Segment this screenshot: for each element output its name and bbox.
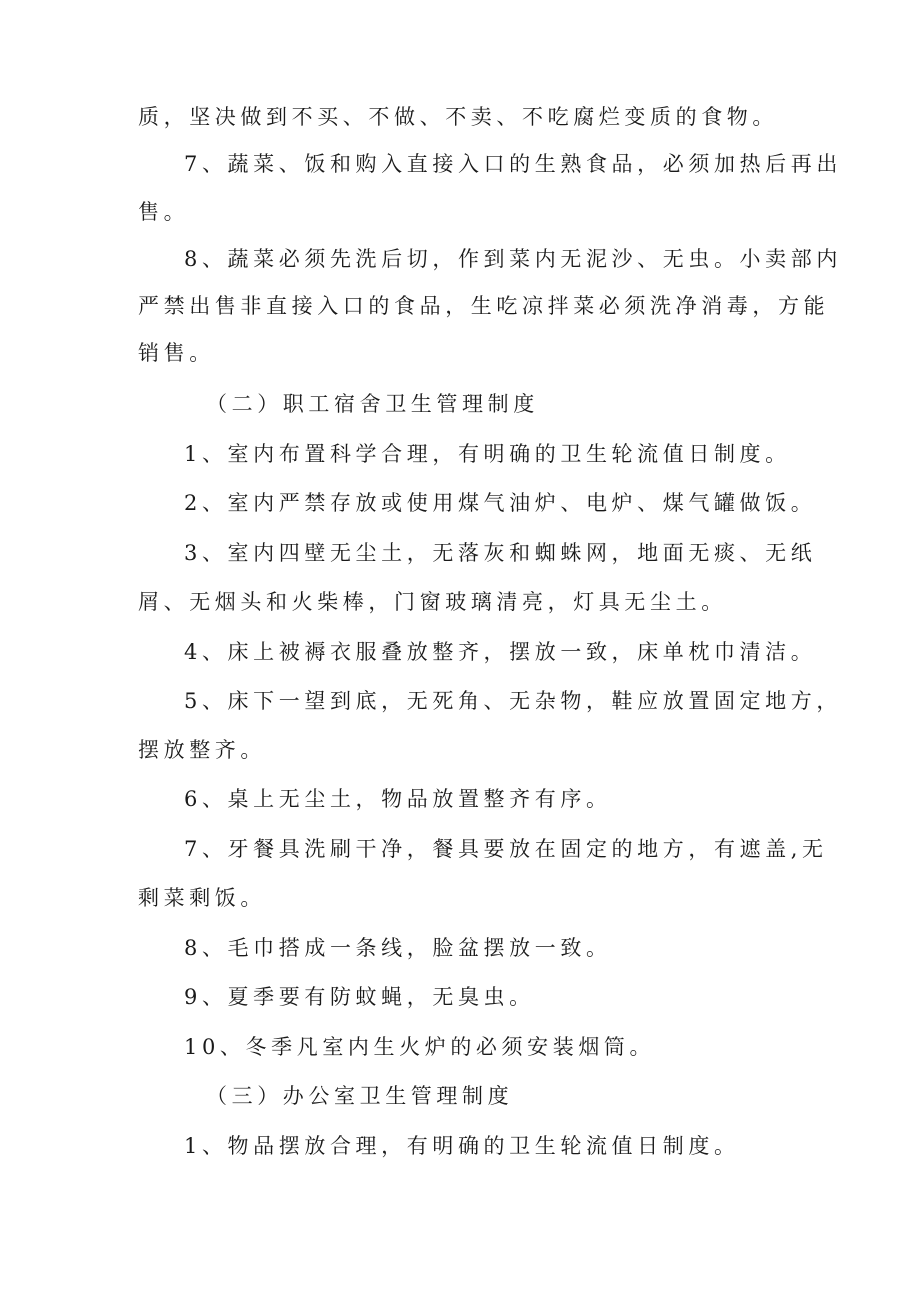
text-line: 摆放整齐。 xyxy=(138,738,266,762)
text-line: 1、室内布置科学合理，有明确的卫生轮流值日制度。 xyxy=(184,442,791,466)
text-line: 5、床下一望到底，无死角、无杂物，鞋应放置固定地方， xyxy=(184,689,842,713)
text-line: 屑、无烟头和火柴棒，门窗玻璃清亮，灯具无尘土。 xyxy=(138,590,727,614)
text-line: 10、冬季凡室内生火炉的必须安装烟筒。 xyxy=(184,1035,656,1059)
text-line: 3、室内四壁无尘土，无落灰和蜘蛛网，地面无痰、无纸 xyxy=(184,541,817,565)
text-line: 2、室内严禁存放或使用煤气油炉、电炉、煤气罐做饭。 xyxy=(184,491,817,515)
text-line: 销售。 xyxy=(138,341,215,365)
text-line: 4、床上被褥衣服叠放整齐，摆放一致，床单枕巾清洁。 xyxy=(184,640,817,664)
text-line: 剩菜剩饭。 xyxy=(138,886,266,910)
text-line: 9、夏季要有防蚊蝇，无臭虫。 xyxy=(184,985,535,1009)
text-line: 售。 xyxy=(138,200,190,224)
text-line: 质，坚决做到不买、不做、不卖、不吃腐烂变质的食物。 xyxy=(138,105,778,129)
text-line: 8、毛巾搭成一条线，脸盆摆放一致。 xyxy=(184,936,612,960)
section-heading: （二）职工宿舍卫生管理制度 xyxy=(206,392,539,416)
section-heading: （三）办公室卫生管理制度 xyxy=(206,1084,514,1108)
text-line: 严禁出售非直接入口的食品，生吃凉拌菜必须洗净消毒，方能 xyxy=(138,294,830,318)
text-line: 8、蔬菜必须先洗后切，作到菜内无泥沙、无虫。小卖部内 xyxy=(184,247,842,271)
text-line: 6、桌上无尘土，物品放置整齐有序。 xyxy=(184,787,612,811)
text-line: 7、蔬菜、饭和购入直接入口的生熟食品，必须加热后再出 xyxy=(184,152,842,176)
text-line: 7、牙餐具洗刷干净，餐具要放在固定的地方，有遮盖,无 xyxy=(184,837,828,861)
text-line: 1、物品摆放合理，有明确的卫生轮流值日制度。 xyxy=(184,1134,740,1158)
